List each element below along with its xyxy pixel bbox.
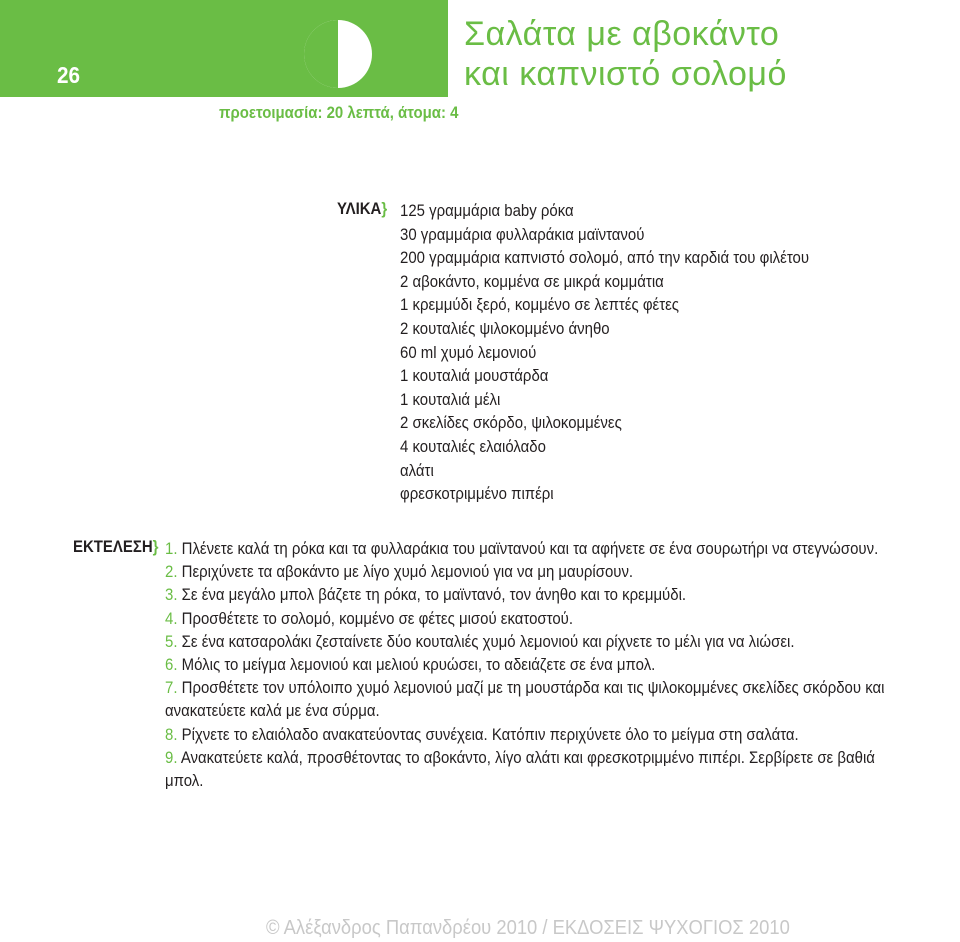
method-step — [165, 560, 895, 583]
ingredient-item: φρεσκοτριμμένο πιπέρι — [400, 484, 554, 504]
method-step — [165, 723, 895, 746]
step-number: 9. — [165, 747, 178, 767]
ingredients-label — [337, 199, 387, 219]
page-number: 26 — [57, 62, 81, 88]
step-text: Σε ένα μεγάλο μπολ βάζετε τη ρόκα, το μαϊντανό, τον άνηθο και το κρεμμύδι. — [181, 585, 687, 605]
ingredient-item: 60 ml χυμό λεμονιού — [400, 342, 537, 362]
method-steps — [165, 537, 895, 792]
ingredient-item: 2 αβοκάντο, κομμένα σε μικρά κομμάτια — [400, 271, 664, 291]
ingredients-list — [400, 199, 809, 506]
step-number: 7. — [165, 678, 178, 698]
ingredient-item: 4 κουταλιές ελαιόλαδο — [400, 436, 546, 456]
method-step — [165, 746, 895, 792]
ingredient-item: 1 κρεμμύδι ξερό, κομμένο σε λεπτές φέτες — [400, 295, 680, 315]
method-label — [73, 537, 158, 557]
copyright-footer: © Αλέξανδρος Παπανδρέου 2010 / ΕΚΔΟΣΕΙΣ ΨΥΧΟΓΙΟΣ 2010 — [266, 917, 790, 939]
step-number: 6. — [165, 655, 178, 675]
method-label-text: ΕΚΤΕΛΕΣΗ — [73, 537, 153, 556]
ingredient-item: 200 γραμμάρια καπνιστό σολομό, από την καρδιά του φιλέτου — [400, 248, 810, 268]
step-text: Ανακατεύετε καλά, προσθέτοντας το αβοκάντο, λίγο αλάτι και φρεσκοτριμμένο πιπέρι. Σερβίρετε σε βαθιά μπολ. — [165, 747, 875, 791]
ingredients-brace: } — [381, 199, 388, 218]
step-number: 1. — [165, 539, 178, 558]
step-text: Προσθέτετε το σολομό, κομμένο σε φέτες μισού εκατοστού. — [181, 608, 574, 628]
step-number: 8. — [165, 724, 178, 744]
ingredient-item: 1 κουταλιά μέλι — [400, 389, 501, 409]
ingredient-item: 2 σκελίδες σκόρδο, ψιλοκομμένες — [400, 413, 622, 433]
recipe-title-line-2: και καπνιστό σολομό — [464, 55, 787, 93]
step-text: Προσθέτετε τον υπόλοιπο χυμό λεμονιού μαζί με τη μουστάρδα και τις ψιλοκομμένες σκελίδες σκόρδου και ανακατεύετε καλά με ένα σύρμα. — [165, 678, 885, 721]
ingredient-item: 30 γραμμάρια φυλλαράκια μαϊντανού — [400, 224, 645, 244]
ingredient-item: 125 γραμμάρια baby ρόκα — [400, 201, 574, 220]
recipe-title — [464, 14, 787, 94]
step-number: 5. — [165, 631, 178, 651]
method-step — [165, 607, 895, 630]
prep-info: προετοιμασία: 20 λεπτά, άτομα: 4 — [219, 103, 459, 122]
step-number: 2. — [165, 562, 178, 582]
method-step — [165, 537, 895, 560]
ingredient-item: αλάτι — [400, 460, 434, 480]
step-text: Μόλις το μείγμα λεμονιού και μελιού κρυώσει, το αδειάζετε σε ένα μπολ. — [181, 655, 656, 675]
step-text: Ρίχνετε το ελαιόλαδο ανακατεύοντας συνέχεια. Κατόπιν περιχύνετε όλο το μείγμα στη σαλάτα. — [181, 724, 799, 744]
ingredient-item: 2 κουταλιές ψιλοκομμένο άνηθο — [400, 318, 610, 338]
half-circle-icon — [303, 19, 373, 89]
step-number: 4. — [165, 608, 178, 628]
step-number: 3. — [165, 585, 178, 605]
method-step — [165, 653, 895, 676]
recipe-title-line-1: Σαλάτα με αβοκάντο — [464, 15, 780, 53]
method-brace: } — [152, 537, 159, 556]
step-text: Πλένετε καλά τη ρόκα και τα φυλλαράκια του μαϊντανού και τα αφήνετε σε ένα σουρωτήρι να στεγνώσουν. — [181, 539, 879, 558]
step-text: Σε ένα κατσαρολάκι ζεσταίνετε δύο κουταλιές χυμό λεμονιού και ρίχνετε το μέλι για να λιώσει. — [181, 631, 795, 651]
step-text: Περιχύνετε τα αβοκάντο με λίγο χυμό λεμονιού για να μη μαυρίσουν. — [181, 562, 634, 582]
ingredients-label-text: ΥΛΙΚΑ — [337, 199, 382, 218]
method-step — [165, 676, 895, 722]
ingredient-item: 1 κουταλιά μουστάρδα — [400, 366, 549, 386]
method-step — [165, 630, 895, 653]
method-step — [165, 583, 895, 606]
